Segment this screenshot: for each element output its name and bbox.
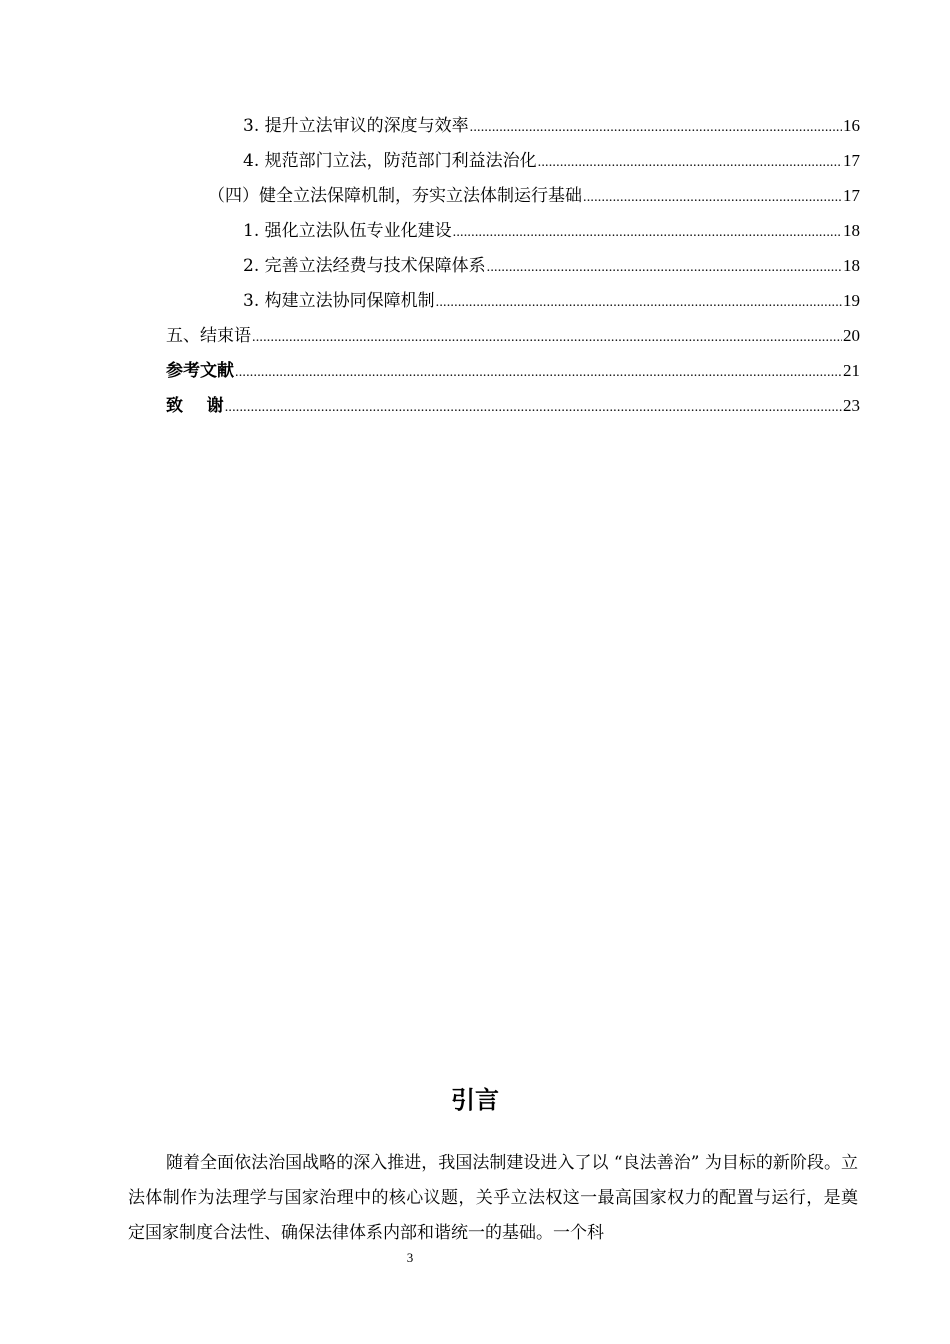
toc-entry-label: 1. 强化立法队伍专业化建设 xyxy=(243,221,452,241)
toc-entry[interactable] xyxy=(166,353,860,388)
toc-entry-label: 3. 提升立法审议的深度与效率 xyxy=(243,116,469,136)
toc-leader-dots xyxy=(538,145,842,180)
toc-entry[interactable] xyxy=(243,108,860,143)
toc-entry-label: 五、结束语 xyxy=(166,326,251,346)
toc-leader-dots xyxy=(487,250,842,285)
toc-entry[interactable] xyxy=(243,143,860,178)
toc-entry-label: 3. 构建立法协同保障机制 xyxy=(243,291,435,311)
body-text xyxy=(128,1146,858,1251)
toc-entry-page: 19 xyxy=(843,291,860,310)
toc-entry-page: 20 xyxy=(843,326,860,345)
toc-entry-label: 2. 完善立法经费与技术保障体系 xyxy=(243,256,486,276)
section-heading: 引言 xyxy=(451,1086,499,1114)
toc-entry[interactable] xyxy=(243,283,860,318)
paragraph: 随着全面依法治国战略的深入推进，我国法制建设进入了以 “良法善治” 为目标的新阶段。立法体制作为法理学与国家治理中的核心议题，关乎立法权这一最高国家权力的配置与运行，是奠定国家制度合法性、确保法律体系内部和谐统一的基础。一个科 xyxy=(128,1153,858,1243)
toc-entry-page: 17 xyxy=(843,151,860,170)
toc-entry-page: 23 xyxy=(843,396,860,415)
toc-leader-dots xyxy=(235,355,842,390)
toc-leader-dots xyxy=(470,110,842,145)
toc-entry[interactable] xyxy=(243,248,860,283)
toc-entry-label: （四）健全立法保障机制，夯实立法体制运行基础 xyxy=(208,186,582,206)
toc-entry-label: 参考文献 xyxy=(166,361,234,381)
toc-entry[interactable] xyxy=(166,388,860,423)
toc-leader-dots xyxy=(453,215,842,250)
toc-leader-dots xyxy=(436,285,842,320)
toc-leader-dots xyxy=(225,390,842,425)
toc-entry-page: 16 xyxy=(843,116,860,135)
toc-entry-label: 致 谢 xyxy=(166,396,224,416)
page-number: 3 xyxy=(406,1250,414,1265)
toc-entry[interactable] xyxy=(166,318,860,353)
toc-entry-page: 17 xyxy=(843,186,860,205)
toc-entry-page: 21 xyxy=(843,361,860,380)
toc-leader-dots xyxy=(583,180,842,215)
toc-entry[interactable] xyxy=(243,213,860,248)
toc-entry-page: 18 xyxy=(843,256,860,275)
toc-leader-dots xyxy=(252,320,842,355)
toc-entry[interactable] xyxy=(208,178,860,213)
toc-entry-label: 4. 规范部门立法，防范部门利益法治化 xyxy=(243,151,537,171)
toc-entry-page: 18 xyxy=(843,221,860,240)
